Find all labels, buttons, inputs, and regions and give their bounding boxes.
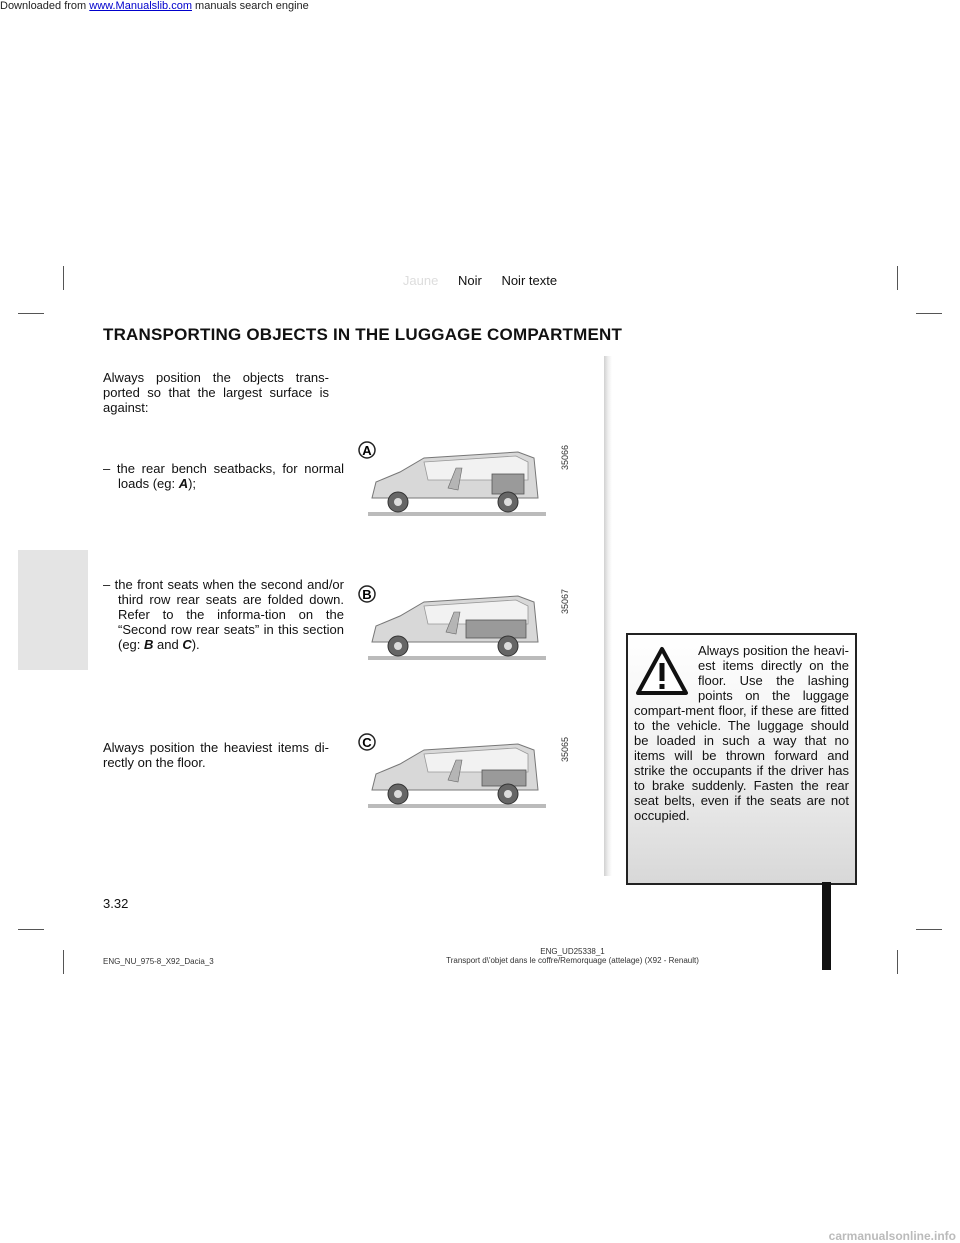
crop-mark xyxy=(18,929,44,930)
color-mark-yellow: Jaune xyxy=(402,273,439,288)
crop-mark xyxy=(897,266,898,290)
footer-document-code: ENG_NU_975-8_X92_Dacia_3 xyxy=(103,957,214,966)
figure-code-c: 35065 xyxy=(560,736,570,762)
crop-mark xyxy=(63,266,64,290)
figure-code-b: 35067 xyxy=(560,588,570,614)
manualslib-link[interactable]: www.Manualslib.com xyxy=(89,0,192,12)
intro-paragraph: Always position the objects trans-ported so that the largest surface is against: xyxy=(103,370,329,415)
figure-code-a: 35066 xyxy=(560,444,570,470)
figure-c xyxy=(358,728,548,818)
section-tab xyxy=(18,550,88,670)
figure-a xyxy=(358,436,548,526)
color-mark-black-text: Noir texte xyxy=(501,273,558,288)
crop-mark xyxy=(916,313,942,314)
crop-mark xyxy=(18,313,44,314)
page-number: 3.32 xyxy=(103,896,129,911)
warning-content xyxy=(634,643,849,823)
list-item-a: – the rear bench seatbacks, for normal loads (eg: A); xyxy=(103,461,344,491)
figure-label-a: A xyxy=(362,443,372,458)
download-banner: Downloaded from www.Manualslib.com manuals search engine xyxy=(0,0,309,12)
list-item-b: – the front seats when the second and/or third row rear seats are folded down. Refer to the informa-tion on the “Second row rear seats” in this section (eg: B and C). xyxy=(103,577,344,652)
crop-mark xyxy=(897,950,898,974)
column-divider xyxy=(604,356,612,876)
color-mark-black: Noir xyxy=(457,273,482,288)
figure-label-c: C xyxy=(362,735,372,750)
page-title: TRANSPORTING OBJECTS IN THE LUGGAGE COMPARTMENT xyxy=(103,325,623,344)
print-color-marks xyxy=(300,273,660,288)
figure-b xyxy=(358,580,548,670)
footer-reference: ENG_UD25338_1 Transport d\'objet dans le coffre/Remorquage (attelage) (X92 - Renault) xyxy=(446,947,699,965)
car-illustration-b xyxy=(358,580,548,670)
crop-mark xyxy=(63,950,64,974)
crop-mark xyxy=(916,929,942,930)
section-marker-bar xyxy=(822,882,831,970)
site-watermark: carmanualsonline.info xyxy=(828,1229,956,1243)
warning-triangle-icon xyxy=(634,643,690,703)
warning-text: Always position the heavi-est items directly on the floor. Use the lashing points on the luggage compart-ment floor, if these are fitted to the vehicle. The luggage should be loaded in such a way that no items will be thrown forward and strike the occupants if the driver has to brake suddenly. Fasten the rear seat belts, even if the seats are not occupied. xyxy=(634,643,849,823)
car-illustration-c xyxy=(358,728,548,818)
car-illustration-a xyxy=(358,436,548,526)
heavy-items-note: Always position the heaviest items di-rectly on the floor. xyxy=(103,740,329,770)
figure-label-b: B xyxy=(362,587,372,602)
warning-box xyxy=(626,633,857,885)
